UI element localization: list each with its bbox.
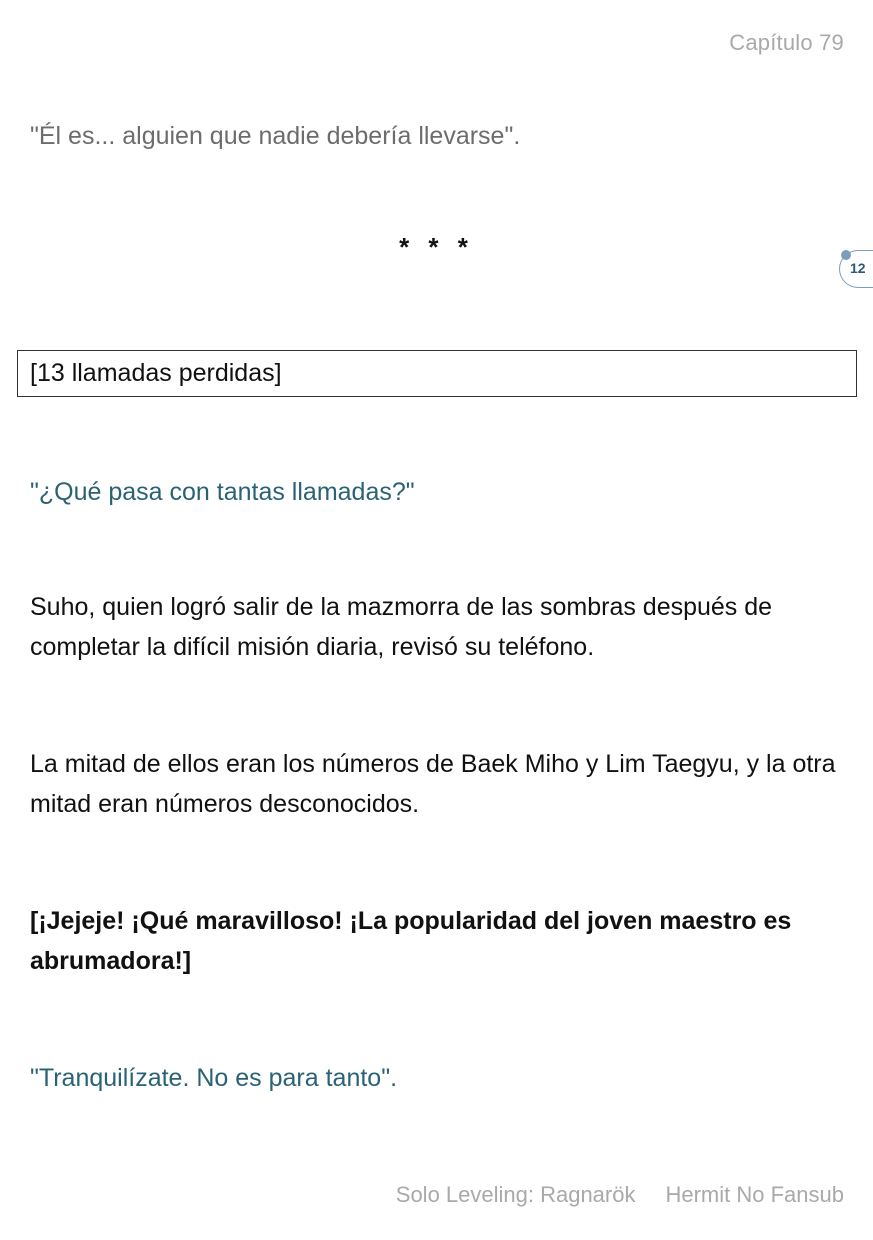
narration-paragraph: La mitad de ellos eran los números de Baek Miho y Lim Taegyu, y la otra mitad eran números desconocidos. xyxy=(30,750,836,818)
chapter-title: Capítulo 79 xyxy=(729,30,844,55)
fansub-group: Hermit No Fansub xyxy=(665,1182,844,1207)
series-title: Solo Leveling: Ragnarök xyxy=(395,1182,636,1207)
quote-paragraph: "Él es... alguien que nadie debería llevarse". xyxy=(30,122,521,150)
dialogue-paragraph: "Tranquilízate. No es para tanto". xyxy=(30,1064,398,1092)
system-message-paragraph: [¡Jejeje! ¡Qué maravilloso! ¡La popularidad del joven maestro es abrumadora!] xyxy=(30,907,792,975)
page-indicator-dot-icon xyxy=(841,250,851,260)
dialogue-paragraph: "¿Qué pasa con tantas llamadas?" xyxy=(30,478,415,506)
footer xyxy=(396,1182,844,1208)
missed-calls-box: [13 llamadas perdidas] xyxy=(17,350,857,397)
scene-break: * * * xyxy=(399,232,474,262)
page-number: 12 xyxy=(850,260,866,276)
narration-paragraph: Suho, quien logró salir de la mazmorra de las sombras después de completar la difícil misión diaria, revisó su teléfono. xyxy=(30,593,773,661)
